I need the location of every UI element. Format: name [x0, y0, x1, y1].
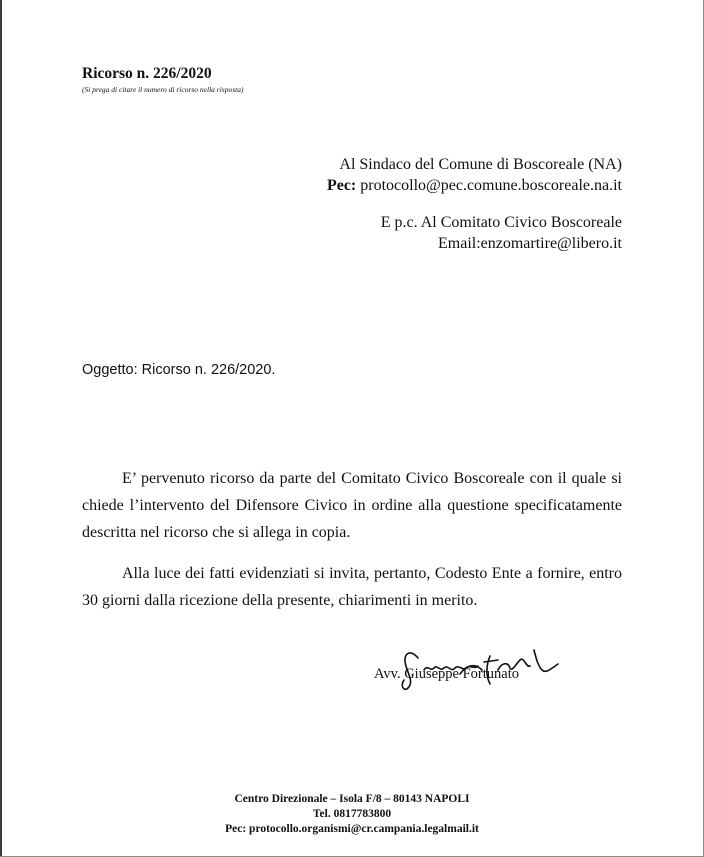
recipient-primary	[327, 154, 622, 196]
body-paragraph-1: E’ pervenuto ricorso da parte del Comitato Civico Boscoreale con il quale si chiede l’intervento del Difensore Civico in ordine alla questione specificatamente descritta nel ricorso che si allega in copia.	[82, 470, 622, 541]
recipient-cc-name: E p.c. Al Comitato Civico Boscoreale	[380, 214, 622, 231]
handwritten-signature	[374, 640, 574, 700]
email-label: Email:	[438, 235, 481, 252]
reference-block	[82, 64, 243, 95]
email-address: enzomartire@libero.it	[480, 235, 622, 252]
pec-label: Pec:	[326, 177, 361, 194]
footer-phone: Tel. 0817783800	[312, 808, 392, 820]
footer-address: Centro Direzionale – Isola F/8 – 80143 NAPOLI	[234, 793, 470, 805]
recipient-primary-name: Al Sindaco del Comune di Boscoreale (NA)	[339, 156, 622, 173]
recipient-cc	[381, 212, 622, 254]
reference-title: Ricorso n. 226/2020	[82, 65, 212, 82]
recipient-cc-email	[381, 233, 622, 254]
subject-line: Oggetto: Ricorso n. 226/2020.	[82, 362, 276, 378]
recipient-primary-pec	[327, 175, 622, 196]
footer	[0, 792, 704, 837]
reference-note: (Si prega di citare il numero di ricorso nella risposta)	[82, 85, 244, 94]
page-edge-left	[0, 0, 2, 857]
signatory-name: Avv. Giuseppe Fortunato	[374, 666, 519, 682]
signature-block	[374, 640, 574, 700]
pec-address: protocollo@pec.comune.boscoreale.na.it	[360, 177, 622, 194]
body-paragraph-2: Alla luce dei fatti evidenziati si invita, pertanto, Codesto Ente a fornire, entro 30 giorni dalla ricezione della presente, chiarimenti in merito.	[82, 565, 622, 609]
footer-pec: Pec: protocollo.organismi@cr.campania.legalmail.it	[225, 823, 479, 835]
